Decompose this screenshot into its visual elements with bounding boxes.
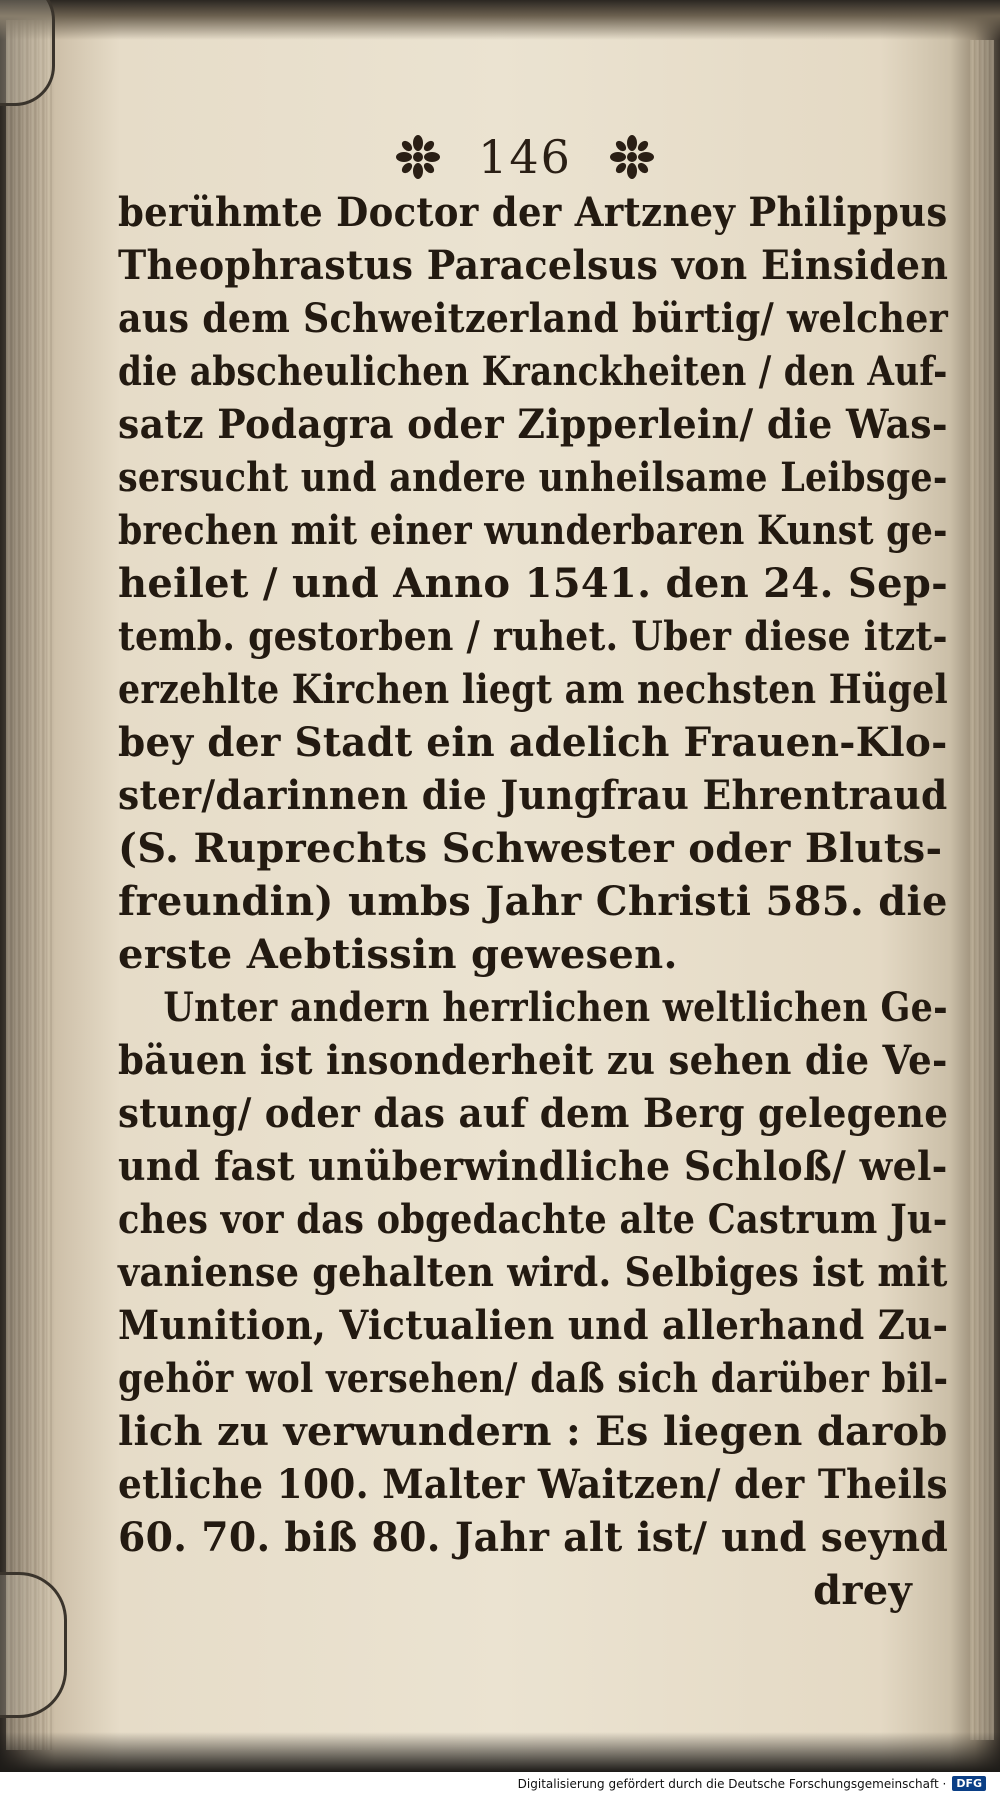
bottom-shadow bbox=[0, 1732, 1000, 1772]
text-line: sersucht und andere unheilsame Leibsge- bbox=[118, 454, 948, 501]
text-line: 60. 70. biß 80. Jahr alt ist/ und seynd bbox=[118, 1514, 949, 1561]
top-shadow bbox=[0, 0, 1000, 40]
text-line: vaniense gehalten wird. Selbiges ist mit bbox=[118, 1249, 948, 1296]
text-line: Unter andern herrlichen weltlichen Ge- bbox=[163, 984, 948, 1031]
page-clip-bottom bbox=[0, 1572, 67, 1718]
text-line: ches vor das obgedachte alte Castrum Ju- bbox=[118, 1196, 948, 1243]
text-line: temb. gestorben / ruhet. Uber diese itzt- bbox=[118, 613, 948, 660]
dfg-logo: DFG bbox=[952, 1776, 986, 1791]
page-clip-top bbox=[0, 0, 55, 106]
funding-credit: Digitalisierung gefördert durch die Deutsche Forschungsgemeinschaft · bbox=[517, 1776, 947, 1791]
text-line: aus dem Schweitzerland bürtig/ welcher bbox=[118, 295, 949, 342]
fleuron-ornament-icon bbox=[394, 133, 442, 181]
text-line: erste Aebtissin gewesen. bbox=[118, 931, 678, 978]
text-line: die abscheulichen Kranckheiten / den Auf- bbox=[118, 348, 948, 395]
text-line: bey der Stadt ein adelich Frauen-Klo- bbox=[118, 719, 948, 766]
text-line: bäuen ist insonderheit zu sehen die Ve- bbox=[118, 1037, 948, 1084]
text-line: heilet / und Anno 1541. den 24. Sep- bbox=[118, 560, 948, 607]
text-line: lich zu verwundern : Es liegen darob bbox=[118, 1408, 948, 1455]
page-number: 146 bbox=[478, 130, 572, 184]
text-line: erzehlte Kirchen liegt am nechsten Hügel bbox=[118, 666, 949, 713]
text-line: Munition, Victualien und allerhand Zu- bbox=[118, 1302, 949, 1349]
text-line: stung/ oder das auf dem Berg gelegene bbox=[118, 1090, 949, 1137]
fleuron-ornament-icon bbox=[608, 133, 656, 181]
body-text bbox=[118, 186, 948, 1617]
text-line: brechen mit einer wunderbaren Kunst ge- bbox=[118, 507, 948, 554]
text-line: und fast unüberwindliche Schloß/ wel- bbox=[118, 1143, 948, 1190]
digitization-footer bbox=[0, 1772, 1000, 1795]
text-line: gehör wol versehen/ daß sich darüber bil- bbox=[118, 1355, 949, 1402]
text-line: etliche 100. Malter Waitzen/ der Theils bbox=[118, 1461, 948, 1508]
text-line: berühmte Doctor der Artzney Philippus bbox=[118, 189, 948, 236]
text-line: satz Podagra oder Zipperlein/ die Was- bbox=[118, 401, 948, 448]
page-edges-right bbox=[970, 40, 994, 1740]
text-line: (S. Ruprechts Schwester oder Bluts- bbox=[118, 825, 943, 872]
page-header bbox=[360, 122, 690, 192]
catchword: drey bbox=[813, 1567, 912, 1614]
text-line: Theophrastus Paracelsus von Einsiden bbox=[118, 242, 949, 289]
page-edges-left bbox=[6, 20, 52, 1750]
text-line: ster/darinnen die Jungfrau Ehrentraud bbox=[118, 772, 948, 819]
text-line: freundin) umbs Jahr Christi 585. die bbox=[118, 878, 948, 925]
